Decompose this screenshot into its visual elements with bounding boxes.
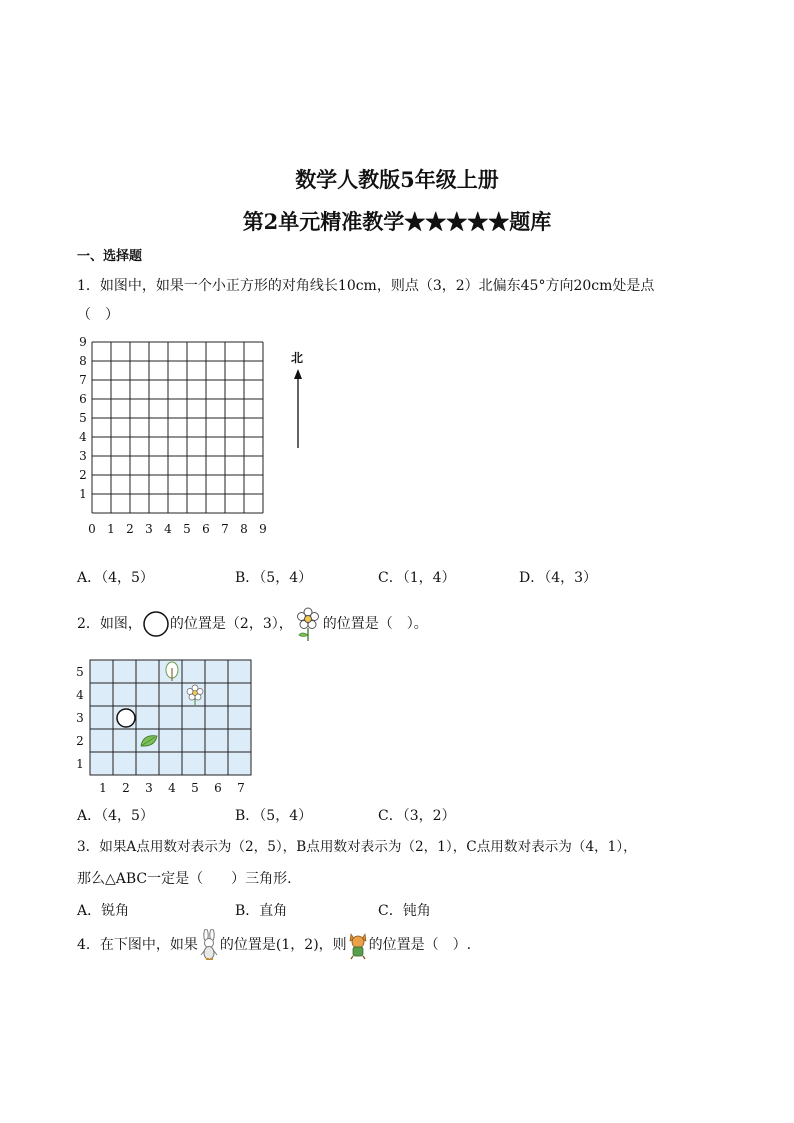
question-4-prefix: 4．在下图中，如果 — [77, 937, 198, 953]
page-subtitle: 第2单元精准教学★★★★★题库 — [242, 209, 552, 234]
x-tick-label: 3 — [145, 781, 153, 795]
question-1-option-a[interactable]: A．（4，5） — [77, 570, 154, 586]
y-tick-label: 5 — [76, 665, 84, 679]
x-tick-label: 9 — [259, 522, 267, 536]
question-2-option-c[interactable]: C．（3，2） — [378, 808, 456, 824]
x-tick-label: 2 — [122, 781, 130, 795]
question-1-y-ticks — [79, 336, 87, 501]
fox-icon — [347, 930, 369, 960]
y-tick-label: 4 — [79, 430, 87, 444]
north-arrow-head — [294, 369, 302, 379]
question-1-text: 1．如图中，如果一个小正方形的对角线长10cm，则点（3，2）北偏东45°方向20cm处是点 — [77, 278, 655, 294]
y-tick-label: 5 — [79, 411, 87, 425]
question-1-blank: （ ） — [77, 307, 119, 323]
x-tick-label: 6 — [202, 522, 210, 536]
y-tick-label: 8 — [79, 354, 87, 368]
question-3-option-b[interactable]: B．直角 — [235, 903, 288, 919]
question-2-y-ticks — [76, 665, 84, 771]
y-tick-label: 3 — [79, 449, 87, 463]
x-tick-label: 8 — [240, 522, 248, 536]
x-tick-label: 7 — [221, 522, 229, 536]
x-tick-label: 1 — [99, 781, 107, 795]
x-tick-label: 3 — [145, 522, 153, 536]
y-tick-label: 2 — [79, 468, 87, 482]
question-2-option-a[interactable]: A．（4，5） — [77, 808, 154, 824]
x-tick-label: 4 — [164, 522, 172, 536]
north-label: 北 — [291, 351, 304, 365]
question-3-text-line2: 那么△ABC一定是（ ）三角形. — [77, 871, 292, 887]
question-2-option-b[interactable]: B．（5，4） — [235, 808, 313, 824]
page-title: 数学人教版5年级上册 — [295, 167, 499, 192]
question-1-x-ticks — [88, 522, 267, 536]
x-tick-label: 6 — [214, 781, 222, 795]
y-tick-label: 9 — [79, 336, 87, 349]
x-tick-label: 4 — [168, 781, 176, 795]
question-1-grid — [92, 342, 263, 513]
question-3-text: 3．如果A点用数对表示为（2，5），B点用数对表示为（2，1），C点用数对表示为（4，1）， — [77, 839, 637, 855]
flower-icon — [293, 606, 323, 642]
circle-icon — [142, 610, 170, 638]
question-4-suffix: 的位置是（ ）. — [368, 937, 472, 953]
question-3-option-c[interactable]: C．钝角 — [378, 903, 431, 919]
rabbit-icon — [198, 929, 220, 961]
x-tick-label: 1 — [107, 522, 115, 536]
y-tick-label: 2 — [76, 734, 84, 748]
question-2-x-ticks — [99, 781, 245, 795]
question-2-suffix: 的位置是（ ）。 — [322, 616, 428, 632]
question-3-option-a[interactable]: A．锐角 — [77, 903, 130, 919]
question-2-grid-figure — [70, 654, 260, 800]
y-tick-label: 4 — [76, 688, 84, 702]
question-2-text — [77, 606, 428, 642]
question-4-mid: 的位置是(1，2)，则 — [219, 937, 347, 953]
x-tick-label: 5 — [191, 781, 199, 795]
x-tick-label: 2 — [126, 522, 134, 536]
question-2-mid: 的位置是（2，3）， — [169, 616, 293, 632]
question-4-text — [77, 928, 471, 962]
question-1-option-d[interactable]: D．（4，3） — [519, 570, 598, 586]
question-1-grid-figure — [70, 336, 320, 562]
y-tick-label: 3 — [76, 711, 84, 725]
question-1-option-b[interactable]: B．（5，4） — [235, 570, 313, 586]
question-1-option-c[interactable]: C．（1，4） — [378, 570, 456, 586]
section-heading: 一、选择题 — [77, 249, 143, 264]
y-tick-label: 1 — [76, 757, 84, 771]
y-tick-label: 7 — [79, 373, 87, 387]
x-tick-label: 7 — [237, 781, 245, 795]
circle-icon — [117, 709, 135, 727]
y-tick-label: 1 — [79, 487, 87, 501]
question-2-prefix: 2．如图， — [77, 616, 142, 632]
x-tick-label: 0 — [88, 522, 96, 536]
x-tick-label: 5 — [183, 522, 191, 536]
y-tick-label: 6 — [79, 392, 87, 406]
north-arrow — [284, 352, 314, 452]
